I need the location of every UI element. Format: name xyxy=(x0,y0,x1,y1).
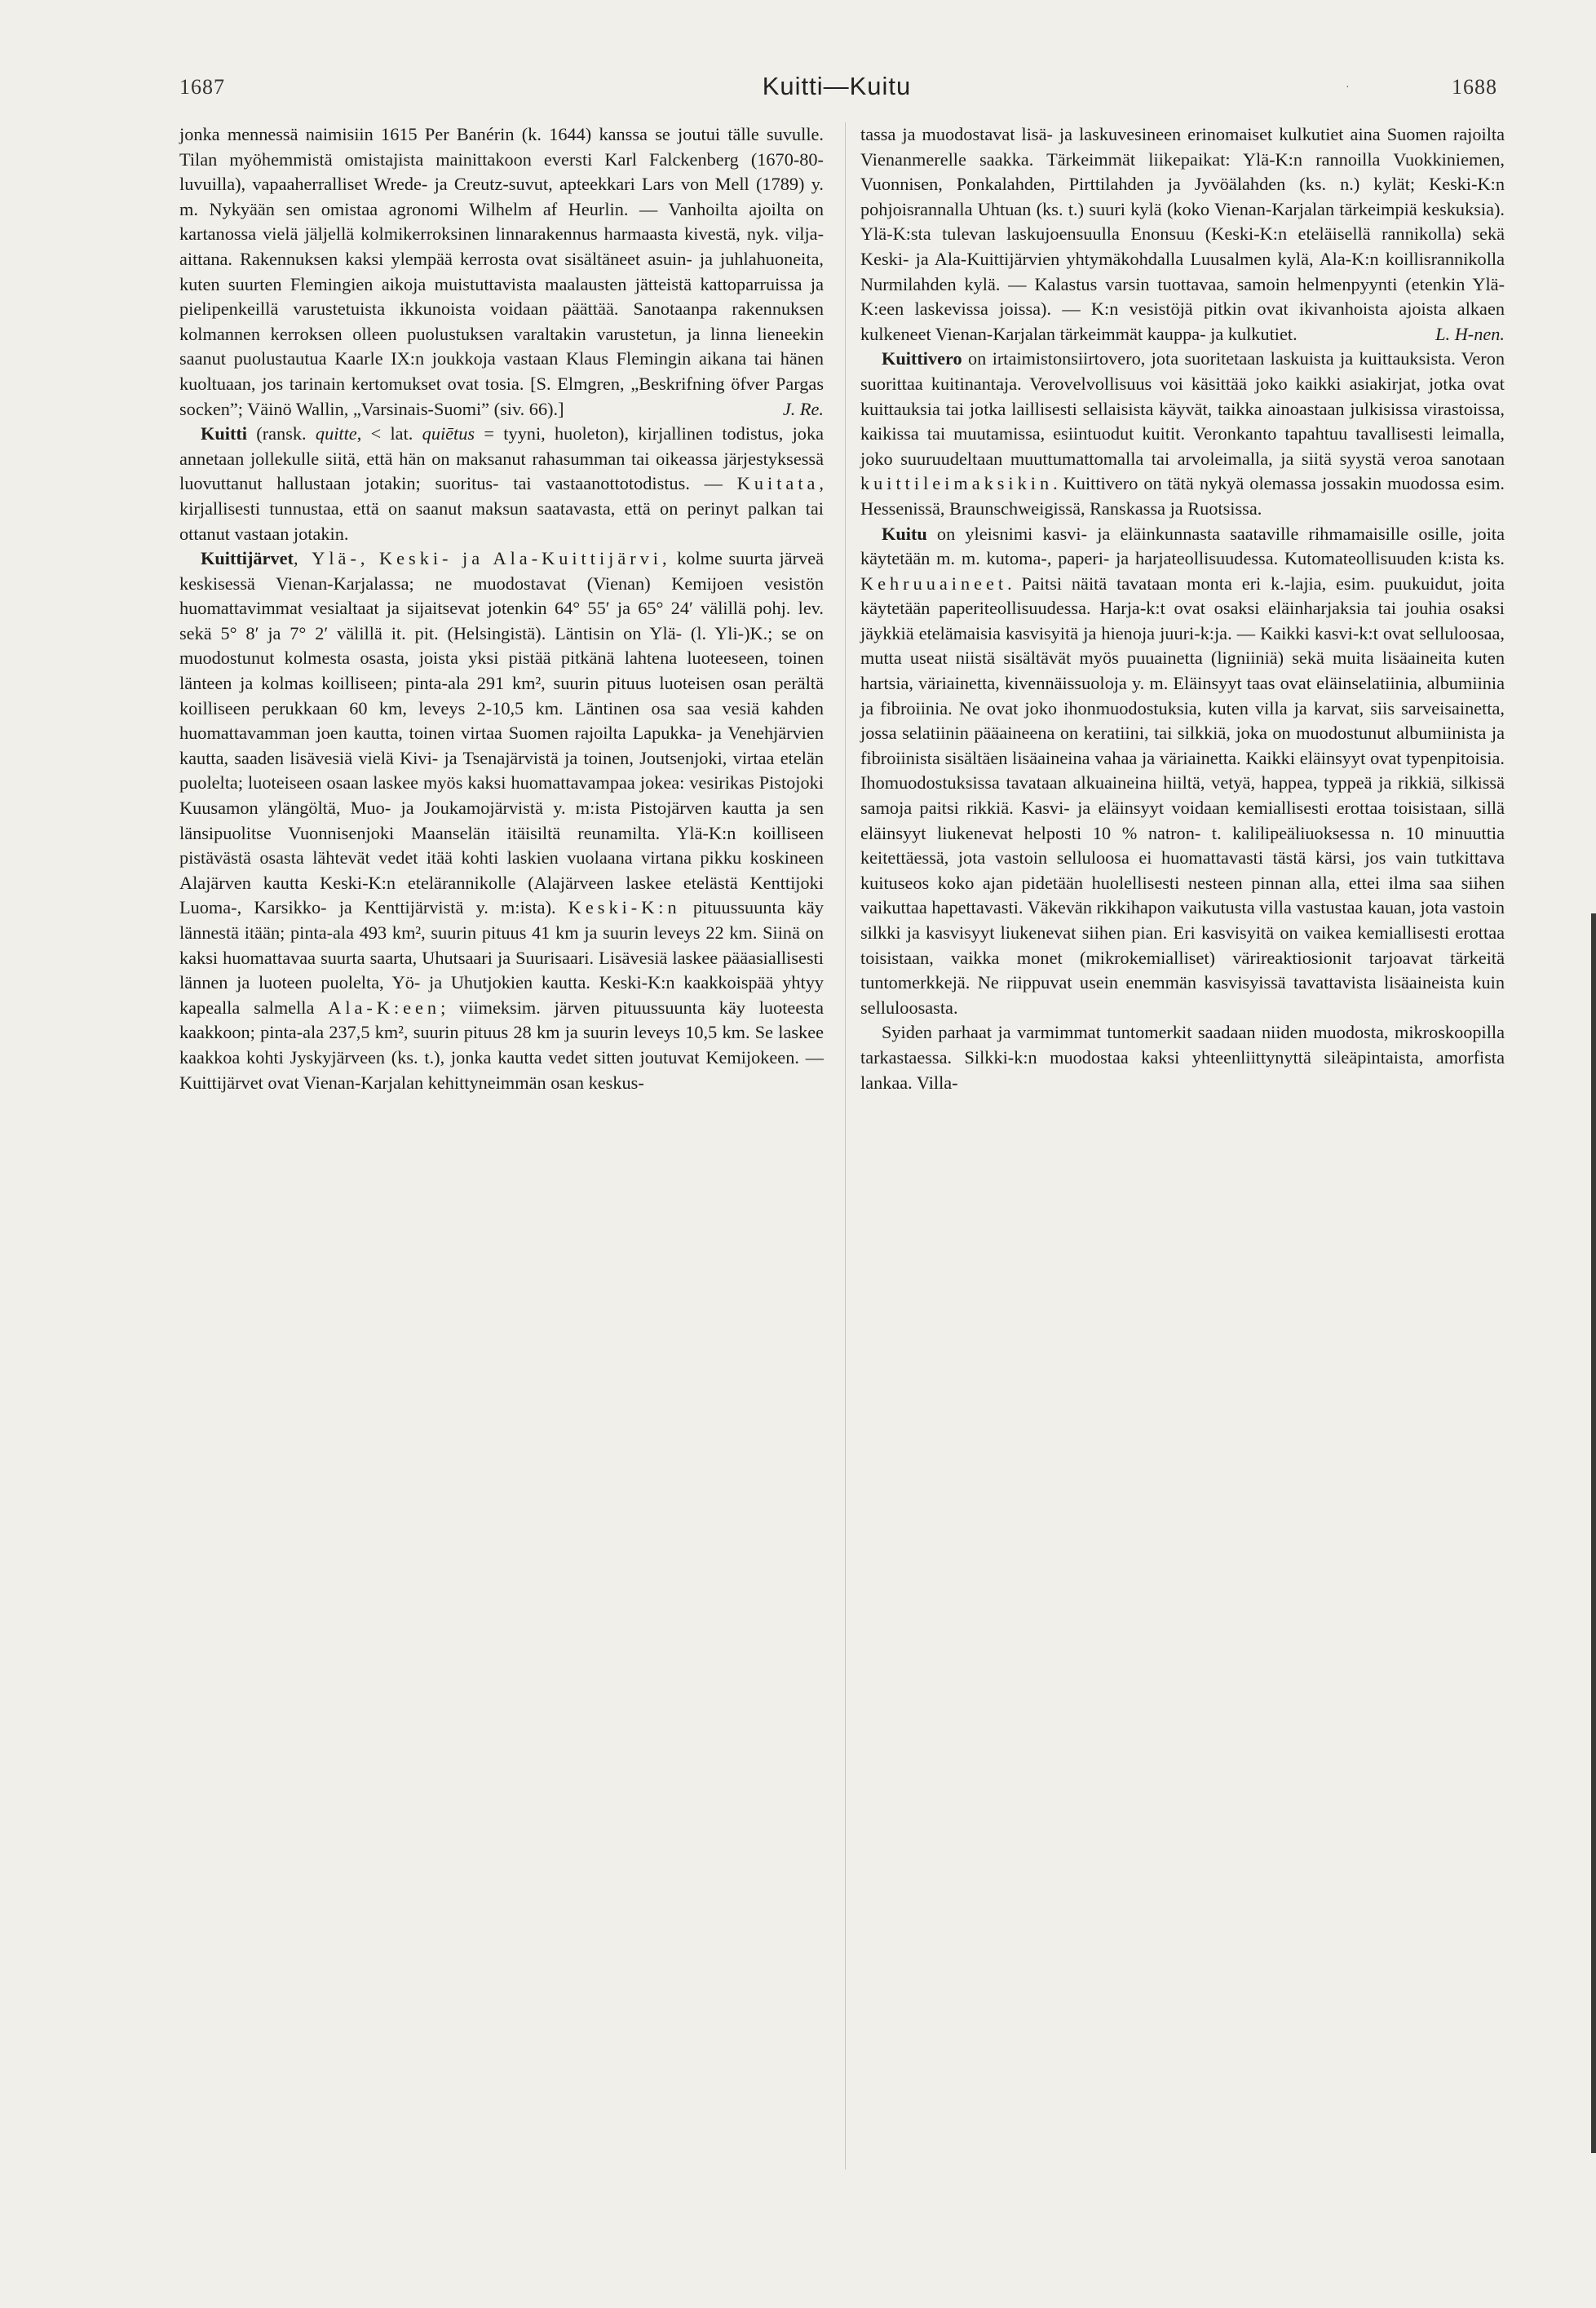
entry-text: pituussuunta käy lännestä itään; pinta-ala 493 km², suurin pituus 41 km ja suurin leveys 22 km. Siinä on kaksi huomattavaa suurta saarta, Uhutsaari ja Suurisaari. Lisävesiä laskee pääasiallisesti lännen ja luoteen puolelta, Yö- ja Uhutjokien kautta. Keski-K:n kaakkoispää yhtyy kapealla salmella xyxy=(179,897,824,1018)
cross-reference: Kehruuaineet xyxy=(860,573,1008,594)
headword-kuittivero: Kuittivero xyxy=(882,348,962,369)
etymology-word: quitte xyxy=(315,423,357,444)
entry-text: , < lat. xyxy=(356,423,422,444)
author-signature: J. Re. xyxy=(782,398,824,419)
headword-kuitu: Kuitu xyxy=(882,523,927,544)
author-signature: L. H-nen. xyxy=(1435,323,1505,344)
entry-kuittijarvet xyxy=(179,546,824,1095)
entry-text: = tyyni, huoleton), kirjallinen todistus, joka annetaan jollekulle siitä, että hän on maksanut rahasumman tai oikeassa järjestyksessä luovuttanut hallustaan jotakin; suoritus- tai vastaanottotodistus. — xyxy=(179,423,824,494)
subheadword-keski: Keski-K:n xyxy=(568,897,681,918)
entry-text: (ransk. xyxy=(246,423,316,444)
print-speck: · xyxy=(1346,82,1350,94)
page-number-left: 1687 xyxy=(179,75,225,99)
page-number-right: 1688 xyxy=(1452,75,1497,99)
paragraph-text: tassa ja muodostavat lisä- ja laskuvesineen erinomaiset kulkutiet aina Suomen rajoilta Vienanmerelle saakka. Tärkeimmät liikepaikat: Ylä-K:n rannoilla Vuokkiniemen, Vuonnisen, Ponkalahden, Pirttilahden ja Jyvöälahden (ks. n.) kylät; Keski-K:n pohjoisrannalla Uhtuan (ks. t.) suuri kylä (koko Vienan-Karjalan tärkeimpiä keskuksia). Ylä-K:sta tulevan laskujoensuulla Enonsuu (Keski-K:n eteläisellä rannikolla) sekä Keski- ja Ala-Kuittijärvien yhtymäkohdalla Luusalmen kylä, Ala-K:n koillisrannikolla Nurmilahden kylä. — Kalastus varsin tuottavaa, samoin helmenpyynti (etenkin Ylä-K:een laskevissa joissa). — K:n vesistöjä pitkin ovat ikivanhoista ajoista alkaen kulkeneet Vienan-Karjalan tärkeimmät kauppa- ja kulkutiet. xyxy=(860,124,1505,344)
subheadword-ala: Ala-K:een xyxy=(328,997,441,1018)
entry-text: on yleisnimi kasvi- ja eläinkunnasta saataville rihmamaisille osille, joita käytetään m. m. kutoma-, paperi- ja harjateollisuudessa. Kutomateollisuuden k:ista ks. xyxy=(860,523,1505,569)
paragraph-text: Syiden parhaat ja varmimmat tuntomerkit saadaan niiden muodosta, mikroskoopilla tarkastaessa. Silkki-k:n muodostaa kaksi yhteenliittynyttä sileäpintaista, amorfista lankaa. Villa- xyxy=(860,1022,1505,1093)
entry-text: , kirjallisesti tunnustaa, että on saanut maksun saatavasta, että on perinyt palkan tai ottanut vastaan jotakin. xyxy=(179,473,824,544)
entry-text: kolme suurta järveä keskisessä Vienan-Karjalassa; ne muodostavat (Vienan) Kemijoen vesistön huomattavimmat vesialtaat ja sijaitsevat jotenkin 64° 55′ ja 65° 24′ välillä pohj. lev. sekä 5° 8′ ja 7° 2′ välillä it. pit. (Helsingistä). Läntisin on Ylä- (l. Yli-)K.; se on muodostunut kolmesta osasta, joista yksi pistää pitkänä lahtena luoteeseen, toinen länteen ja kolmas koilliseen; pinta-ala 291 km², suurin pituus luoteisen osan perältä koilliseen perukkaan 60 km, leveys 2-10,5 km. Läntinen osa saa vesiä kahden huomattavamman joen kautta, toinen virtaa Suomen rajoilta Lapukka- ja Venehjärvien kautta, saaden lisävesiä vielä Kivi- ja Tsenajärvistä ja toinen, Joutsenjoki, virtaa etelän puolelta; luoteiseen osaan laskee myös kaksi huomattavampaa jokea: vesirikas Pistojoki Kuusamon ylängöltä, Muo- ja Joukamojärvistä y. m:ista Pistojärven kautta ja sen länsipuolitse Vuonnisenjoki Maanselän itäisiltä reunamilta. Ylä-K:n koilliseen pistävästä osasta lähtevät vedet itää kohti laskien vuolaana virtana pikku koskineen Alajärven kautta Keski-K:n etelärannikolle (Alajärveen laskee etelästä Kenttijoki Luoma-, Karsikko- ja Kenttijärvistä y. m:ista). xyxy=(179,548,824,918)
entry-text: . Kuittivero on tätä nykyä olemassa jossakin muodossa esim. Hessenissä, Braunschweigissä, Ranskassa ja Ruotsissa. xyxy=(860,473,1505,519)
paragraph-kuitu-tuntomerkit xyxy=(860,1020,1505,1095)
lake-names: , Ylä-, Keski- ja Ala-Kuittijärvi, xyxy=(293,548,671,569)
subheadword-kuittileima: kuittileimaksikin xyxy=(860,473,1054,494)
scan-edge-shadow xyxy=(1591,913,1596,2153)
etymology-word: quiētus xyxy=(422,423,475,444)
headword-kuittijarvet: Kuittijärvet xyxy=(201,548,294,569)
left-column xyxy=(179,122,824,1095)
subheadword-kuitata: Kuitata xyxy=(736,473,820,494)
column-divider xyxy=(845,122,846,2169)
entry-kuitu xyxy=(860,522,1505,1021)
entry-kuittivero xyxy=(860,347,1505,521)
page-header xyxy=(168,69,1505,109)
right-column xyxy=(860,122,1505,1095)
headword-kuitti: Kuitti xyxy=(201,423,247,444)
paragraph-kuittijarvet-continuation xyxy=(860,122,1505,347)
paragraph-kuitinen-continuation xyxy=(179,122,824,422)
entry-text: ; viimeksim. järven pituussuunta käy luoteesta kaakkoon; pinta-ala 237,5 km², suurin pituus 28 km ja suurin leveys 10,5 km. Se laskee kaakkoa kohti Jyskyjärveen (ks. t.), jonka kautta vedet sitten joutuvat Kemijokeen. — Kuittijärvet ovat Vienan-Karjalan kehittyneimmän osan keskus- xyxy=(179,997,824,1093)
entry-text: on irtaimistonsiirtovero, jota suoritetaan laskuista ja kuittauksista. Veron suorittaa kuitinantaja. Verovelvollisuus voi käsittää joko kaikki asiakirjat, jotka ovat kuittauksia tai jotka laillisesti sellaisista käyvät, taikka ainoastaan julkisissa virastoissa, kaikissa tai muutamissa, esiintuodut kuitit. Veronkanto tapahtuu tavallisesti leimalla, joko suuruudeltaan muuttumattomalla tai arvoleimalla, ja siitä syystä veroa sanotaan xyxy=(860,348,1505,469)
entry-text: . Paitsi näitä tavataan monta eri k.-lajia, esim. puukuidut, joita käytetään paperiteollisuudessa. Harja-k:t ovat osaksi eläinharjaksia tai jouhia osaksi jäykkiä etelämaisia kasvisyitä ja hienoja juuri-k:ja. — Kaikki kasvi-k:t ovat selluloosaa, mutta useat niistä sisältävät myös puuainetta (ligniiniä) sekä muita lisäaineita kuten hartsia, väriainetta, kivennäissuoloja y. m. Eläinsyyt taas ovat eläinselatiinia, albumiinia ja fibroiinia. Ne ovat joko ihonmuodostuksia, kuten villa ja karvat, siis sarveisainetta, jossa selatiinin pääaineena on keratiini, tai silkkiä, joka on muodostunut albumiinista ja fibroiinista sisältäen lisäaineina vahaa ja väriainetta. Kaikki eläinsyyt ovat typenpitoisia. Ihomuodostuksissa tavataan alkuaineina hiiltä, vetyä, happea, typpeä ja rikkiä, silkissä samoja paitsi rikkiä. Kasvi- ja eläinsyyt voidaan kemiallisesti erottaa toisistaan, sillä eläinsyyt liukenevat helposti 10 % natron- t. kalilipeäliuoksessa n. 10 minuuttia keitettäessä, jota vastoin selluloosa ei huomattavasti tästä kärsi, jos vain tutkittava kuituseos koko ajan pidetään huolellisesti nesteen pinnan alla, ettei ilma saa siihen vaikuttaa hapettavasti. Väkevän rikkihapon vaikutusta villa vastustaa kauan, jota vastoin silkki ja kasvisyyt liukenevat siihen pian. Eri kasvisyitä on vaikea kemiallisesti erottaa toisistaan, vaikka monet (mikrokemialliset) värireaktiosionit tarjoavat tärkeitä tuntomerkkejä. Ne riippuvat usein enemmän kasvisyissä tavattavista lisäaineista kuin selluloosasta. xyxy=(860,573,1505,1018)
entry-kuitti xyxy=(179,422,824,546)
running-title: Kuitti—Kuitu xyxy=(762,72,912,100)
paragraph-text: jonka mennessä naimisiin 1615 Per Banérin (k. 1644) kanssa se joutui tälle suvulle. Tilan myöhemmistä omistajista mainittakoon eversti Karl Falckenberg (1670-80-luvuilla), vapaaherralliset Wrede- ja Creutz-suvut, apteekkari Lars von Mell (1789) y. m. Nykyään sen omistaa agronomi Wilhelm af Heurlin. — Vanhoilta ajoilta on kartanossa vielä jäljellä kolmikerroksinen linnarakennus harmaasta kivestä, nyk. vilja-aittana. Rakennuksen kaksi ylempää kerrosta ovat sisältäneet asuin- ja juhlahuoneita, kuten suurten Flemingien aikoja muistuttavista maalausten jätteistä kattoparruissa ja pielipenkeillä varustetuista ikkunoista voidaan päättää. Sanotaanpa rakennuksen kolmannen kerroksen olleen puolustuksen varaltakin varustetun, ja linna lieneekin saanut puolustautua Kaarle IX:n joukkoja vastaan Klaus Flemingin aikana tai hänen kuoltuaan, jos tarinain kertomukset ovat tosia. [S. Elmgren, „Beskrifning öfver Pargas socken”; Väinö Wallin, „Varsinais-Suomi” (siv. 66).] xyxy=(179,124,824,419)
